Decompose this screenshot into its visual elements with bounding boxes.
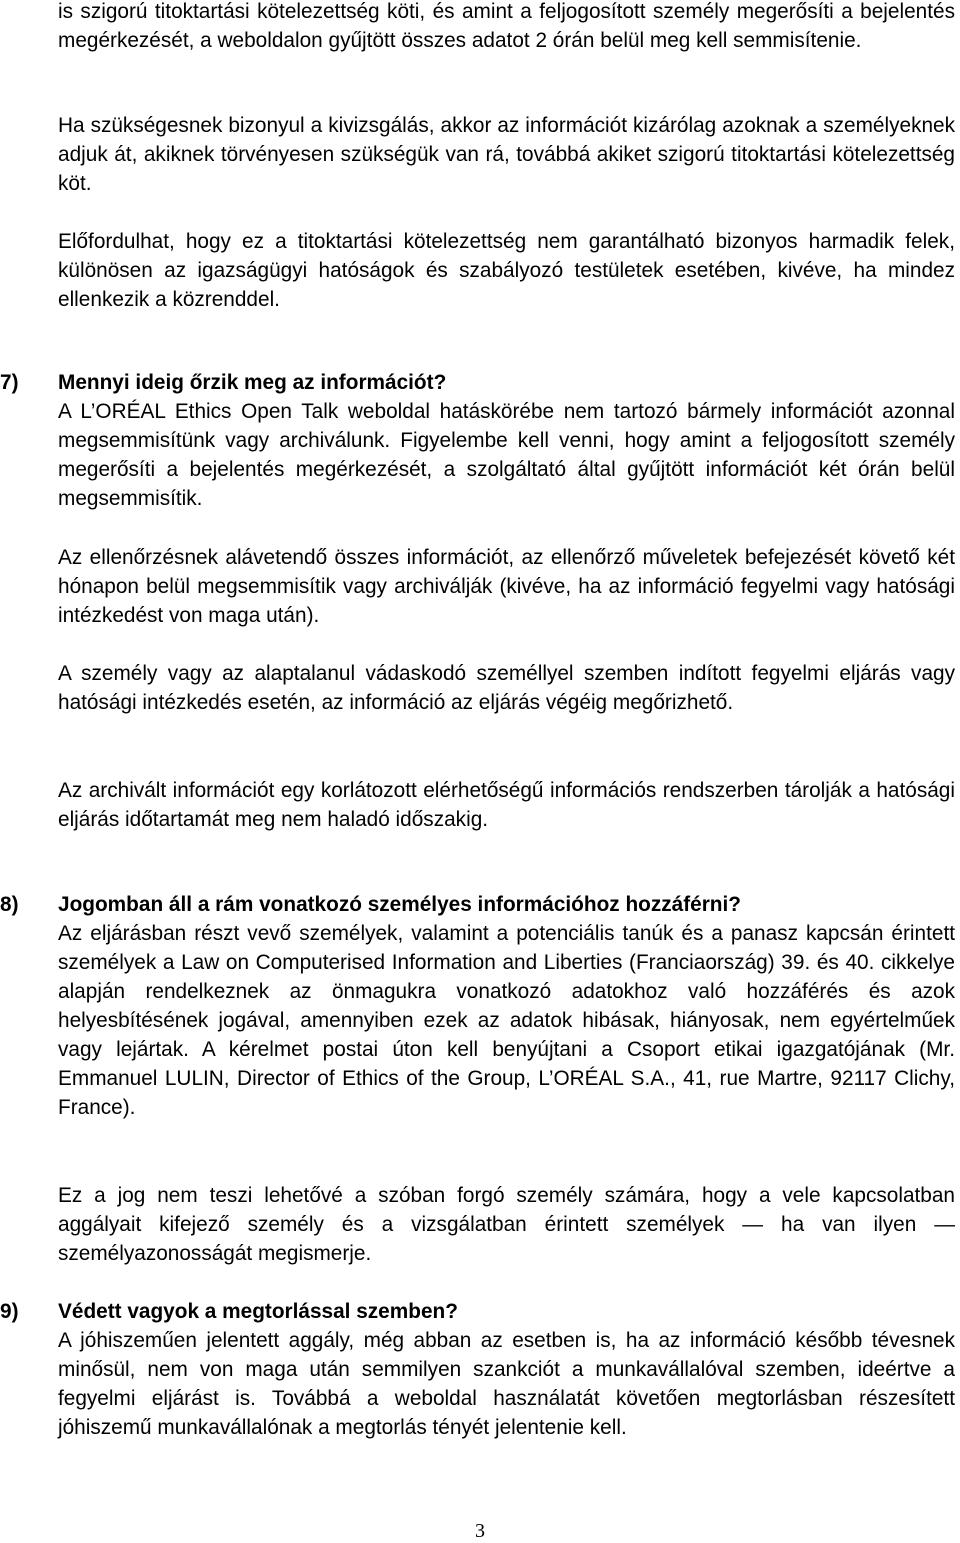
section-9-number: 9) [0,1300,19,1323]
paragraph-intro-3: Előfordulhat, hogy ez a titoktartási kötelezettség nem garantálható bizonyos harmadik felek, különösen az igazságügyi hatóságok és szabályozó testületek esetében, kivéve, ha mindez ellenkezik a közrenddel. [58,230,955,311]
section-7-paragraph-1: A L’ORÉAL Ethics Open Talk weboldal hatáskörébe nem tartozó bármely információt azonnal megsemmisítünk vagy archiválunk. Figyelembe kell venni, hogy amint a feljogosított személy megerősíti a bejelentés megérkezését, a szolgáltató által gyűjtött információt két órán belül megsemmisítik. [58,400,955,510]
section-7-paragraph-4: Az archivált információt egy korlátozott elérhetőségű információs rendszerben tárolják a hatósági eljárás időtartamát meg nem haladó időszakig. [58,779,955,831]
page-number: 3 [475,1520,485,1542]
paragraph-intro-1: is szigorú titoktartási kötelezettség köti, és amint a feljogosított személy megerősíti a bejelentés megérkezését, a weboldalon gyűjtött összes adatot 2 órán belül meg kell semmisítenie. [58,0,955,52]
section-8-paragraph-1: Az eljárásban részt vevő személyek, valamint a potenciális tanúk és a panasz kapcsán érintett személyek a Law on Computerised Information and Liberties (Franciaország) 39. és 40. cikkelye alapján rendelkeznek az önmagukra vonatkozó adatokhoz való hozzáférés és azok helyesbítésének jogával, amennyiben ezek az adatok hibásak, hiányosak, nem egyértelműek vagy lejártak. A kérelmet postai úton kell benyújtani a Csoport etikai igazgatójának (Mr. Emmanuel LULIN, Director of Ethics of the Group, L’ORÉAL S.A., 41, rue Martre, 92117 Clichy, France). [58,922,955,1119]
section-9-heading: Védett vagyok a megtorlással szemben? [58,1300,458,1323]
section-7-paragraph-3: A személy vagy az alaptalanul vádaskodó személlyel szemben indított fegyelmi eljárás vagy hatósági intézkedés esetén, az információ az eljárás végéig megőrizhető. [58,662,955,714]
section-7-paragraph-2: Az ellenőrzésnek alávetendő összes információt, az ellenőrző műveletek befejezését követő két hónapon belül megsemmisítik vagy archiválják (kivéve, ha az információ fegyelmi vagy hatósági intézkedést von maga után). [58,546,955,627]
section-9-paragraph-1: A jóhiszeműen jelentett aggály, még abban az esetben is, ha az információ később tévesnek minősül, nem von maga után semmilyen szankciót a munkavállalóval szemben, ideértve a fegyelmi eljárást is. Továbbá a weboldal használatát követően megtorlásban részesített jóhiszemű munkavállalónak a megtorlás tényét jelentenie kell. [58,1329,955,1439]
section-8-heading: Jogomban áll a rám vonatkozó személyes információhoz hozzáférni? [58,893,741,916]
section-7-heading: Mennyi ideig őrzik meg az információt? [58,371,447,394]
section-8-number: 8) [0,893,19,916]
section-8-paragraph-2: Ez a jog nem teszi lehetővé a szóban forgó személy számára, hogy a vele kapcsolatban aggályait kifejező személy és a vizsgálatban érintett személyek — ha van ilyen — személyazonosságát megismerje. [58,1184,955,1265]
paragraph-intro-2: Ha szükségesnek bizonyul a kivizsgálás, akkor az információt kizárólag azoknak a személyeknek adjuk át, akiknek törvényesen szükségük van rá, továbbá akiket szigorú titoktartási kötelezettség köt. [58,114,955,195]
section-7-number: 7) [0,371,19,394]
